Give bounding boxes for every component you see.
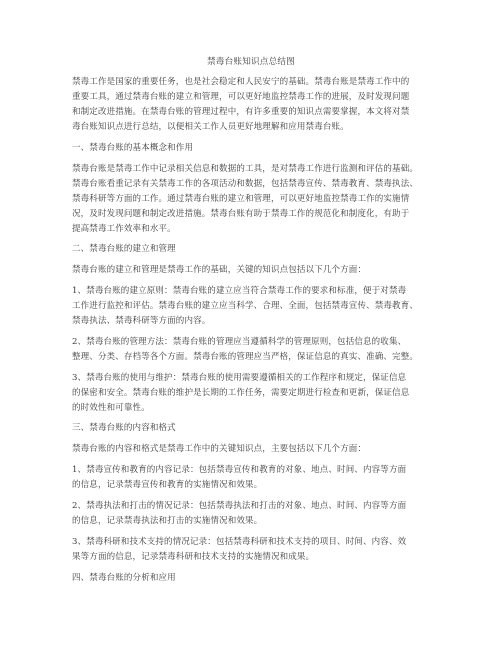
list-item-line: 3、禁毒台账的使用与维护：禁毒台账的使用需要遵循相关的工作程序和规定，保证信息 (72, 373, 407, 383)
paragraph-line: 禁毒台账的建立和管理是禁毒工作的基础，关键的知识点包括以下几个方面： (72, 265, 367, 275)
list-item-line: 的信息，记录禁毒宣传和教育的实施情况和效果。 (72, 480, 263, 490)
section-heading: 三、禁毒台账的内容和格式 (72, 423, 176, 433)
paragraph-line: 况，及时发现问题和制定改进措施。禁毒台账有助于禁毒工作的规范化和制度化，有助于 (72, 209, 410, 219)
paragraph-line: 禁毒台账看重记录有关禁毒工作的各项活动和数据，包括禁毒宣传、禁毒教育、禁毒执法、 (72, 179, 419, 189)
list-item-line: 的信息，记录禁毒执法和打击的实施情况和效果。 (72, 516, 263, 526)
paragraph-line: 和制定改进措施。在禁毒台账的管理过程中，有许多重要的知识点需要掌握，本文将对禁 (72, 107, 410, 117)
list-item-line: 1、禁毒宣传和教育的内容记录：包括禁毒宣传和教育的对象、地点、时间、内容等方面 (72, 465, 407, 475)
list-item-line: 2、禁毒台账的管理方法：禁毒台账的管理应当遵循科学的管理原则，包括信息的收集、 (72, 337, 407, 347)
paragraph-line: 禁毒科研等方面的工作。通过禁毒台账的建立和管理，可以更好地监控禁毒工作的实施情 (72, 194, 410, 204)
page-title: 禁毒台账知识点总结图 (207, 57, 295, 67)
list-item-line: 工作进行监控和评估。禁毒台账的建立应当科学、合理、全面，包括禁毒宣传、禁毒教育、 (72, 301, 419, 311)
list-item-line: 1、禁毒台账的建立原则：禁毒台账的建立应当符合禁毒工作的要求和标准，便于对禁毒 (72, 286, 407, 296)
list-item-line: 2、禁毒执法和打击的情况记录：包括禁毒执法和打击的对象、地点、时间、内容等方面 (72, 501, 407, 511)
paragraph-line: 禁毒台账是禁毒工作中记录相关信息和数据的工具，是对禁毒工作进行监测和评估的基础。 (72, 164, 419, 174)
list-item-line: 禁毒执法、禁毒科研等方面的内容。 (72, 316, 211, 326)
paragraph-line: 禁毒台账的内容和格式是禁毒工作中的关键知识点，主要包括以下几个方面： (72, 444, 367, 454)
section-heading: 一、禁毒台账的基本概念和作用 (72, 143, 194, 153)
paragraph-line: 提高禁毒工作效率和水平。 (72, 224, 176, 234)
paragraph-line: 重要工具，通过禁毒台账的建立和管理，可以更好地监控禁毒工作的进展，及时发现问题 (72, 92, 410, 102)
list-item-line: 的保密和安全。禁毒台账的维护是长期的工作任务，需要定期进行检查和更新，保证信息 (72, 388, 410, 398)
list-item-line: 的时效性和可靠性。 (72, 403, 150, 413)
section-heading: 四、禁毒台账的分析和应用 (72, 573, 176, 583)
paragraph-line: 毒台账知识点进行总结，以便相关工作人员更好地理解和应用禁毒台账。 (72, 122, 349, 132)
list-item-line: 3、禁毒科研和技术支持的情况记录：包括禁毒科研和技术支持的项目、时间、内容、效 (72, 537, 407, 547)
paragraph-line: 禁毒工作是国家的重要任务，也是社会稳定和人民安宁的基础。禁毒台账是禁毒工作中的 (72, 77, 410, 87)
section-heading: 二、禁毒台账的建立和管理 (72, 244, 176, 254)
list-item-line: 整理、分类、存档等各个方面。禁毒台账的管理应当严格，保证信息的真实、准确、完整。 (72, 352, 419, 362)
list-item-line: 果等方面的信息，记录禁毒科研和技术支持的实施情况和成果。 (72, 552, 315, 562)
